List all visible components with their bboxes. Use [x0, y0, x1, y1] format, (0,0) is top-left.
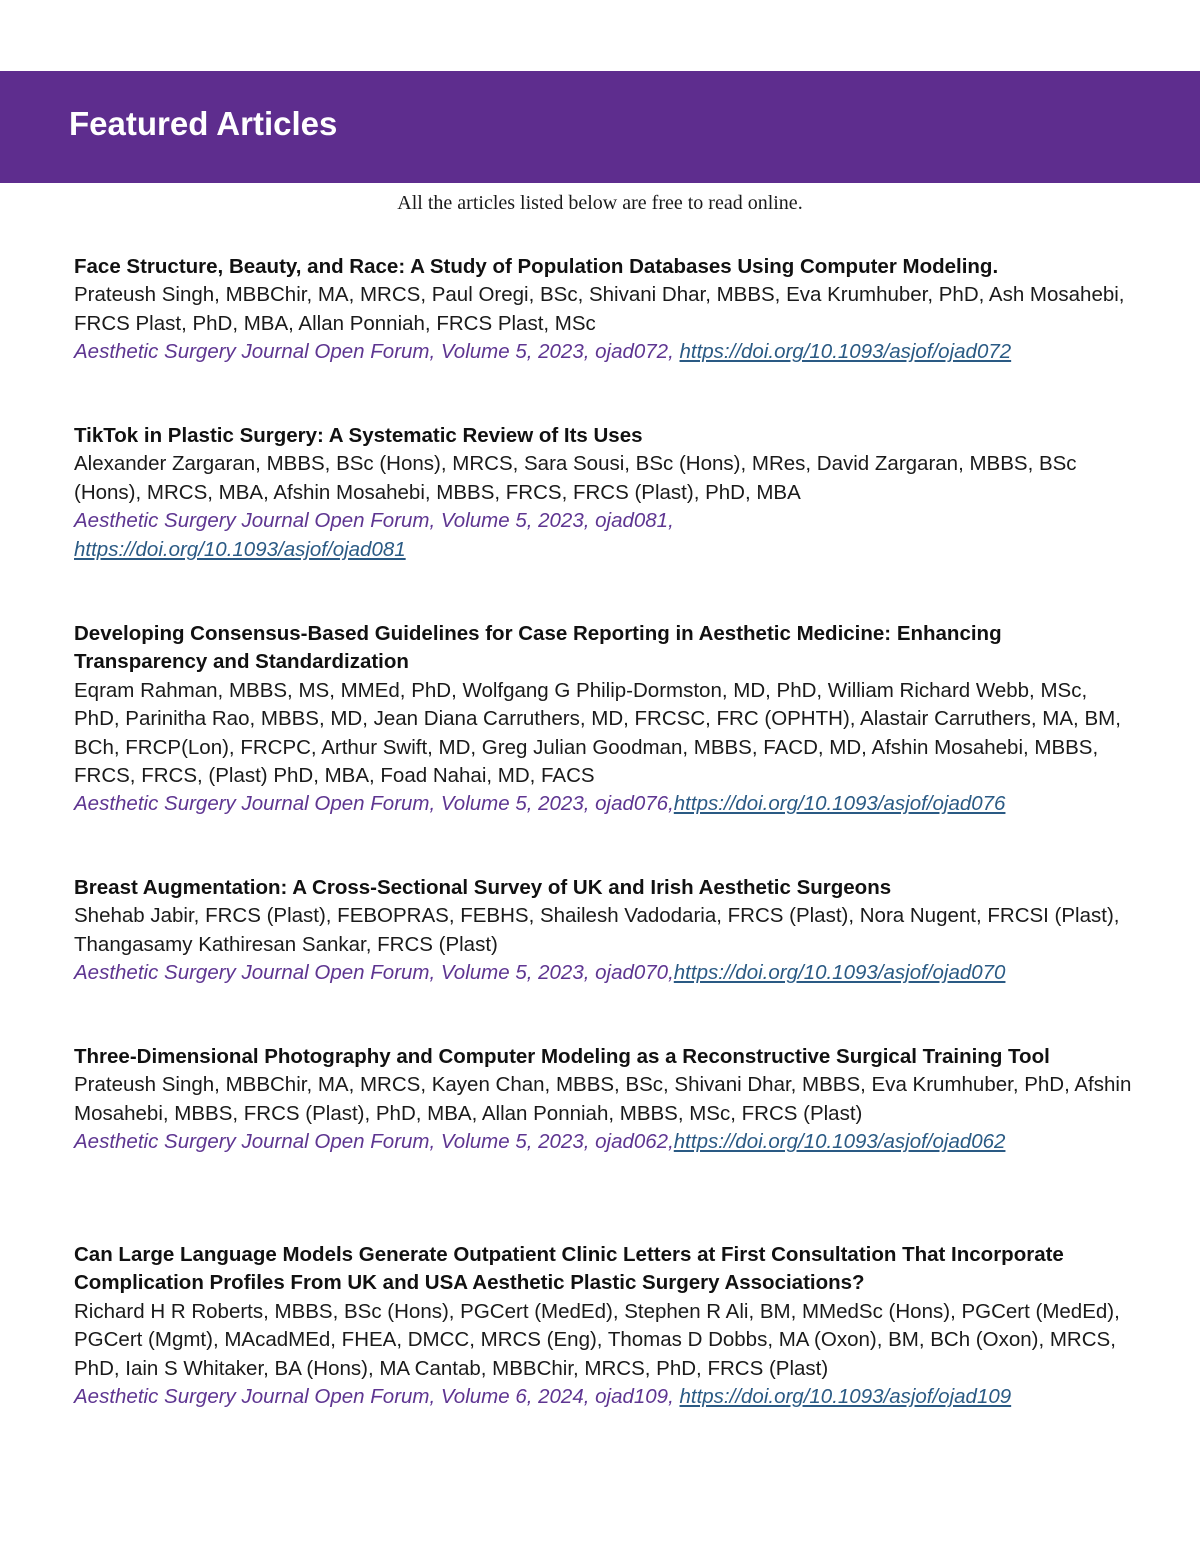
- article-authors: Richard H R Roberts, MBBS, BSc (Hons), PGCert (MedEd), Stephen R Ali, BM, MMedSc (Hons), PGCert (MedEd), PGCert (Mgmt), MAcadMEd, FHEA, DMCC, MRCS (Eng), Thomas D Dobbs, MA (Oxon), BM, BCh (Oxon), MRCS, PhD, Iain S Whitaker, BA (Hons), MA Cantab, MBBChir, MRCS, PhD, FRCS (Plast): [74, 1299, 1120, 1380]
- article-item: [74, 1241, 1136, 1411]
- citation-text: Aesthetic Surgery Journal Open Forum, Volume 5, 2023, ojad072,: [74, 340, 680, 364]
- citation-text: Aesthetic Surgery Journal Open Forum, Volume 6, 2024, ojad109,: [74, 1385, 680, 1409]
- doi-link[interactable]: https://doi.org/10.1093/asjof/ojad062: [673, 1130, 1006, 1154]
- article-citation: [74, 790, 1136, 818]
- article-item: [74, 422, 1136, 564]
- article-authors: Prateush Singh, MBBChir, MA, MRCS, Paul Oregi, BSc, Shivani Dhar, MBBS, Eva Krumhuber, PhD, Ash Mosahebi, FRCS Plast, PhD, MBA, Allan Ponniah, FRCS Plast, MSc: [74, 283, 1125, 335]
- doi-link[interactable]: https://doi.org/10.1093/asjof/ojad076: [673, 792, 1006, 816]
- article-authors: Prateush Singh, MBBChir, MA, MRCS, Kayen Chan, MBBS, BSc, Shivani Dhar, MBBS, Eva Krumhuber, PhD, Afshin Mosahebi, MBBS, FRCS (Plast), PhD, MBA, Allan Ponniah, MBBS, MSc, FRCS (Plast): [74, 1073, 1132, 1125]
- article-title[interactable]: Face Structure, Beauty, and Race: A Study of Population Databases Using Computer Modeling.: [74, 255, 999, 278]
- article-title[interactable]: Breast Augmentation: A Cross-Sectional Survey of UK and Irish Aesthetic Surgeons: [74, 876, 892, 899]
- citation-text: Aesthetic Surgery Journal Open Forum, Volume 5, 2023, ojad070,: [74, 961, 674, 985]
- article-item: [74, 874, 1136, 988]
- article-title[interactable]: Can Large Language Models Generate Outpatient Clinic Letters at First Consultation That Incorporate Complication Profiles From UK and USA Aesthetic Plastic Surgery Associations?: [74, 1243, 1064, 1295]
- article-citation: [74, 1128, 1136, 1156]
- article-title[interactable]: TikTok in Plastic Surgery: A Systematic Review of Its Uses: [74, 424, 643, 447]
- article-citation: [74, 338, 1136, 366]
- article-citation: [74, 507, 1136, 564]
- article-authors: Eqram Rahman, MBBS, MS, MMEd, PhD, Wolfgang G Philip-Dormston, MD, PhD, William Richard Webb, MSc, PhD, Parinitha Rao, MBBS, MD, Jean Diana Carruthers, MD, FRCSC, FRC (OPHTH), Alastair Carruthers, MA, BM, BCh, FRCP(Lon), FRCPC, Arthur Swift, MD, Greg Julian Goodman, MBBS, FACD, MD, Afshin Mosahebi, MBBS, FRCS, FRCS, (Plast) PhD, MBA, Foad Nahai, MD, FACS: [74, 678, 1121, 788]
- article-title[interactable]: Three-Dimensional Photography and Computer Modeling as a Reconstructive Surgical Training Tool: [74, 1045, 1050, 1068]
- article-item: [74, 253, 1136, 367]
- intro-text: All the articles listed below are free to read online.: [397, 192, 803, 214]
- citation-text: Aesthetic Surgery Journal Open Forum, Volume 5, 2023, ojad062,: [74, 1130, 674, 1154]
- doi-link[interactable]: https://doi.org/10.1093/asjof/ojad070: [673, 961, 1006, 985]
- doi-link[interactable]: https://doi.org/10.1093/asjof/ojad072: [679, 340, 1012, 364]
- article-authors: Alexander Zargaran, MBBS, BSc (Hons), MRCS, Sara Sousi, BSc (Hons), MRes, David Zargaran, MBBS, BSc (Hons), MRCS, MBA, Afshin Mosahebi, MBBS, FRCS, FRCS (Plast), PhD, MBA: [74, 452, 1077, 504]
- article-item: [74, 620, 1136, 819]
- citation-text: Aesthetic Surgery Journal Open Forum, Volume 5, 2023, ojad076,: [74, 792, 674, 816]
- doi-link[interactable]: https://doi.org/10.1093/asjof/ojad109: [679, 1385, 1012, 1409]
- page-title: Featured Articles: [69, 105, 338, 142]
- article-citation: [74, 959, 1136, 987]
- article-citation: [74, 1383, 1136, 1411]
- doi-link[interactable]: https://doi.org/10.1093/asjof/ojad081: [74, 537, 406, 561]
- article-item: [74, 1043, 1136, 1157]
- article-authors: Shehab Jabir, FRCS (Plast), FEBOPRAS, FEBHS, Shailesh Vadodaria, FRCS (Plast), Nora Nugent, FRCSI (Plast), Thangasamy Kathiresan Sankar, FRCS (Plast): [74, 904, 1120, 956]
- citation-text: Aesthetic Surgery Journal Open Forum, Volume 5, 2023, ojad081,: [74, 509, 674, 533]
- article-title[interactable]: Developing Consensus-Based Guidelines for Case Reporting in Aesthetic Medicine: Enhancing Transparency and Standardization: [74, 622, 1002, 674]
